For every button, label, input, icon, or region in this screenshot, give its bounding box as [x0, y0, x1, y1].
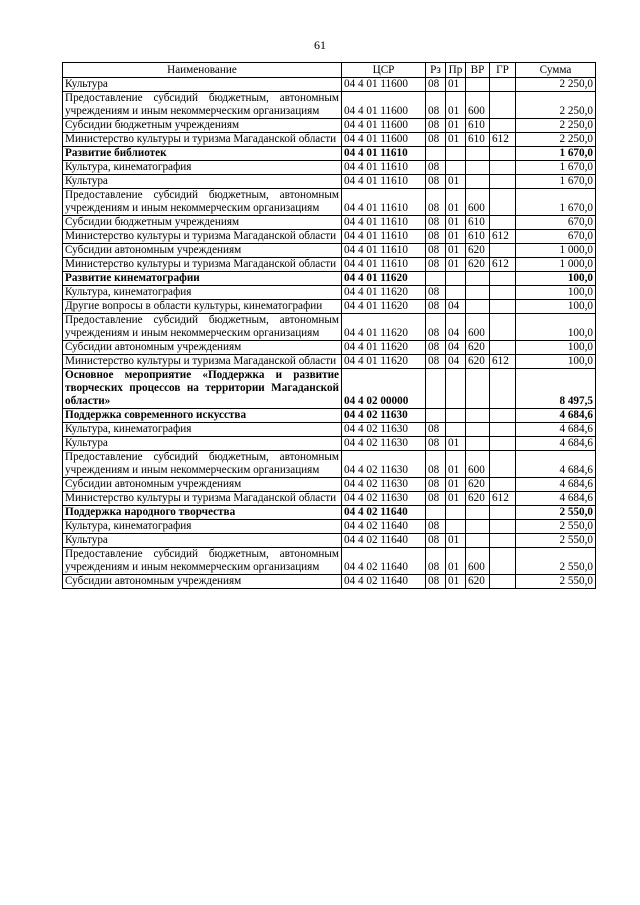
cell-gr	[490, 286, 516, 300]
cell-name: Поддержка народного творчества	[63, 506, 342, 520]
cell-pr: 01	[446, 78, 466, 92]
table-row	[63, 258, 596, 272]
table-row	[63, 244, 596, 258]
table-row	[63, 437, 596, 451]
cell-vr	[466, 300, 490, 314]
cell-rz: 08	[426, 175, 446, 189]
cell-pr: 01	[446, 437, 466, 451]
cell-pr: 01	[446, 478, 466, 492]
cell-csr: 04 4 01 11620	[342, 341, 426, 355]
cell-csr: 04 4 02 11630	[342, 423, 426, 437]
cell-csr: 04 4 02 11630	[342, 478, 426, 492]
table-row	[63, 548, 596, 575]
cell-pr: 01	[446, 175, 466, 189]
cell-gr	[490, 369, 516, 409]
cell-rz	[426, 409, 446, 423]
cell-pr: 01	[446, 451, 466, 478]
cell-name: Субсидии автономным учреждениям	[63, 244, 342, 258]
cell-csr: 04 4 01 11610	[342, 147, 426, 161]
cell-rz: 08	[426, 314, 446, 341]
cell-gr	[490, 409, 516, 423]
cell-csr: 04 4 02 11630	[342, 437, 426, 451]
cell-name: Субсидии автономным учреждениям	[63, 478, 342, 492]
cell-vr: 620	[466, 575, 490, 589]
cell-gr: 612	[490, 492, 516, 506]
cell-rz: 08	[426, 534, 446, 548]
cell-csr: 04 4 01 11610	[342, 230, 426, 244]
table-row	[63, 175, 596, 189]
cell-name: Развитие библиотек	[63, 147, 342, 161]
cell-pr: 01	[446, 230, 466, 244]
cell-gr	[490, 314, 516, 341]
cell-sum: 100,0	[516, 355, 596, 369]
cell-csr: 04 4 01 11600	[342, 119, 426, 133]
cell-pr: 04	[446, 341, 466, 355]
table-row	[63, 189, 596, 216]
cell-sum: 100,0	[516, 300, 596, 314]
cell-sum: 4 684,6	[516, 451, 596, 478]
page-number: 61	[314, 38, 326, 52]
cell-csr: 04 4 01 11620	[342, 286, 426, 300]
cell-name: Субсидии бюджетным учреждениям	[63, 216, 342, 230]
cell-pr: 01	[446, 258, 466, 272]
cell-sum: 2 550,0	[516, 506, 596, 520]
cell-name: Основное мероприятие «Поддержка и развитие творческих процессов на территории Магаданской области»	[63, 369, 342, 409]
cell-gr	[490, 478, 516, 492]
table-row	[63, 369, 596, 409]
header-pr: Пр	[446, 63, 466, 78]
cell-csr: 04 4 02 11640	[342, 520, 426, 534]
cell-rz: 08	[426, 341, 446, 355]
cell-csr: 04 4 02 00000	[342, 369, 426, 409]
cell-vr	[466, 78, 490, 92]
cell-gr: 612	[490, 230, 516, 244]
cell-rz: 08	[426, 189, 446, 216]
cell-sum: 100,0	[516, 341, 596, 355]
cell-rz: 08	[426, 300, 446, 314]
cell-gr	[490, 506, 516, 520]
cell-sum: 8 497,5	[516, 369, 596, 409]
cell-rz: 08	[426, 244, 446, 258]
table-row	[63, 355, 596, 369]
cell-csr: 04 4 01 11620	[342, 272, 426, 286]
cell-vr	[466, 520, 490, 534]
cell-pr: 01	[446, 534, 466, 548]
cell-rz: 08	[426, 548, 446, 575]
table-row	[63, 575, 596, 589]
cell-csr: 04 4 02 11640	[342, 506, 426, 520]
cell-pr: 01	[446, 575, 466, 589]
table-row	[63, 286, 596, 300]
cell-vr: 600	[466, 314, 490, 341]
cell-rz: 08	[426, 478, 446, 492]
cell-sum: 4 684,6	[516, 423, 596, 437]
table-row	[63, 78, 596, 92]
table-row	[63, 272, 596, 286]
cell-csr: 04 4 01 11610	[342, 244, 426, 258]
cell-vr: 620	[466, 341, 490, 355]
cell-vr	[466, 369, 490, 409]
cell-rz	[426, 506, 446, 520]
cell-gr: 612	[490, 355, 516, 369]
cell-vr	[466, 161, 490, 175]
cell-pr: 04	[446, 300, 466, 314]
cell-name: Поддержка современного искусства	[63, 409, 342, 423]
cell-sum: 1 670,0	[516, 175, 596, 189]
table-row	[63, 216, 596, 230]
cell-csr: 04 4 01 11600	[342, 78, 426, 92]
cell-csr: 04 4 01 11610	[342, 258, 426, 272]
cell-name: Предоставление субсидий бюджетным, автономным учреждениям и иным некоммерческим организациям	[63, 314, 342, 341]
header-csr: ЦСР	[342, 63, 426, 78]
cell-pr: 04	[446, 314, 466, 341]
cell-sum: 2 250,0	[516, 133, 596, 147]
table-row	[63, 534, 596, 548]
cell-gr	[490, 534, 516, 548]
table-row	[63, 147, 596, 161]
cell-vr: 620	[466, 492, 490, 506]
cell-pr	[446, 161, 466, 175]
cell-pr	[446, 147, 466, 161]
header-name: Наименование	[63, 63, 342, 78]
cell-gr	[490, 437, 516, 451]
cell-pr: 01	[446, 133, 466, 147]
cell-vr: 600	[466, 189, 490, 216]
cell-name: Культура, кинематография	[63, 520, 342, 534]
cell-csr: 04 4 01 11610	[342, 189, 426, 216]
cell-pr	[446, 520, 466, 534]
cell-sum: 100,0	[516, 272, 596, 286]
cell-rz: 08	[426, 119, 446, 133]
cell-rz: 08	[426, 423, 446, 437]
table-row	[63, 423, 596, 437]
table-row	[63, 230, 596, 244]
table-row	[63, 119, 596, 133]
cell-name: Министерство культуры и туризма Магаданской области	[63, 230, 342, 244]
cell-sum: 4 684,6	[516, 437, 596, 451]
cell-sum: 4 684,6	[516, 409, 596, 423]
cell-sum: 4 684,6	[516, 478, 596, 492]
cell-sum: 2 550,0	[516, 548, 596, 575]
cell-vr	[466, 437, 490, 451]
cell-pr: 04	[446, 355, 466, 369]
cell-pr: 01	[446, 216, 466, 230]
cell-name: Развитие кинематографии	[63, 272, 342, 286]
cell-sum: 2 250,0	[516, 78, 596, 92]
cell-gr	[490, 548, 516, 575]
table-row	[63, 520, 596, 534]
cell-vr: 600	[466, 92, 490, 119]
cell-rz: 08	[426, 133, 446, 147]
cell-name: Культура, кинематография	[63, 286, 342, 300]
cell-vr: 600	[466, 451, 490, 478]
cell-name: Другие вопросы в области культуры, кинематографии	[63, 300, 342, 314]
cell-vr: 610	[466, 230, 490, 244]
cell-csr: 04 4 01 11620	[342, 300, 426, 314]
cell-name: Культура	[63, 534, 342, 548]
table-row	[63, 478, 596, 492]
cell-sum: 1 670,0	[516, 161, 596, 175]
cell-pr	[446, 423, 466, 437]
cell-vr: 610	[466, 216, 490, 230]
cell-name: Культура, кинематография	[63, 423, 342, 437]
cell-sum: 1 670,0	[516, 189, 596, 216]
cell-name: Субсидии бюджетным учреждениям	[63, 119, 342, 133]
cell-name: Предоставление субсидий бюджетным, автономным учреждениям и иным некоммерческим организациям	[63, 189, 342, 216]
cell-name: Субсидии автономным учреждениям	[63, 575, 342, 589]
cell-sum: 670,0	[516, 216, 596, 230]
table-row	[63, 300, 596, 314]
header-rz: Рз	[426, 63, 446, 78]
cell-csr: 04 4 01 11620	[342, 314, 426, 341]
cell-pr	[446, 286, 466, 300]
cell-vr: 620	[466, 258, 490, 272]
cell-csr: 04 4 01 11610	[342, 175, 426, 189]
cell-sum: 1 000,0	[516, 244, 596, 258]
cell-rz: 08	[426, 230, 446, 244]
cell-sum: 2 550,0	[516, 520, 596, 534]
cell-vr	[466, 506, 490, 520]
cell-gr	[490, 175, 516, 189]
cell-gr	[490, 216, 516, 230]
cell-gr	[490, 244, 516, 258]
cell-gr	[490, 161, 516, 175]
cell-sum: 670,0	[516, 230, 596, 244]
cell-vr	[466, 175, 490, 189]
cell-csr: 04 4 01 11610	[342, 216, 426, 230]
cell-name: Министерство культуры и туризма Магаданской области	[63, 355, 342, 369]
cell-name: Культура	[63, 78, 342, 92]
table-row	[63, 314, 596, 341]
cell-pr	[446, 409, 466, 423]
table-row	[63, 492, 596, 506]
cell-name: Министерство культуры и туризма Магаданской области	[63, 133, 342, 147]
cell-name: Предоставление субсидий бюджетным, автономным учреждениям и иным некоммерческим организациям	[63, 92, 342, 119]
cell-vr	[466, 423, 490, 437]
cell-vr	[466, 409, 490, 423]
cell-vr: 620	[466, 355, 490, 369]
cell-gr	[490, 451, 516, 478]
cell-csr: 04 4 01 11610	[342, 161, 426, 175]
cell-gr	[490, 189, 516, 216]
cell-name: Культура	[63, 175, 342, 189]
table-row	[63, 341, 596, 355]
cell-name: Министерство культуры и туризма Магаданской области	[63, 492, 342, 506]
cell-rz: 08	[426, 575, 446, 589]
cell-pr	[446, 369, 466, 409]
cell-csr: 04 4 02 11640	[342, 534, 426, 548]
cell-sum: 100,0	[516, 286, 596, 300]
cell-vr	[466, 147, 490, 161]
cell-pr: 01	[446, 189, 466, 216]
cell-vr: 610	[466, 133, 490, 147]
cell-gr: 612	[490, 133, 516, 147]
table-row	[63, 92, 596, 119]
cell-rz: 08	[426, 92, 446, 119]
cell-gr	[490, 520, 516, 534]
cell-gr	[490, 147, 516, 161]
cell-vr: 620	[466, 244, 490, 258]
table-row	[63, 133, 596, 147]
cell-vr: 600	[466, 548, 490, 575]
cell-csr: 04 4 02 11630	[342, 492, 426, 506]
cell-pr: 01	[446, 119, 466, 133]
cell-name: Культура	[63, 437, 342, 451]
cell-name: Предоставление субсидий бюджетным, автономным учреждениям и иным некоммерческим организациям	[63, 451, 342, 478]
cell-sum: 2 250,0	[516, 92, 596, 119]
cell-rz: 08	[426, 520, 446, 534]
cell-name: Субсидии автономным учреждениям	[63, 341, 342, 355]
cell-csr: 04 4 02 11630	[342, 451, 426, 478]
cell-csr: 04 4 01 11600	[342, 92, 426, 119]
cell-pr	[446, 272, 466, 286]
cell-sum: 2 250,0	[516, 119, 596, 133]
cell-rz	[426, 147, 446, 161]
table-row	[63, 506, 596, 520]
cell-pr	[446, 506, 466, 520]
cell-vr	[466, 534, 490, 548]
cell-pr: 01	[446, 244, 466, 258]
cell-gr	[490, 92, 516, 119]
header-sum: Сумма	[516, 63, 596, 78]
cell-gr	[490, 272, 516, 286]
cell-pr: 01	[446, 492, 466, 506]
cell-rz: 08	[426, 451, 446, 478]
cell-rz: 08	[426, 492, 446, 506]
table-row	[63, 161, 596, 175]
cell-sum: 1 670,0	[516, 147, 596, 161]
cell-rz: 08	[426, 216, 446, 230]
cell-gr	[490, 341, 516, 355]
cell-vr: 620	[466, 478, 490, 492]
cell-name: Предоставление субсидий бюджетным, автономным учреждениям и иным некоммерческим организациям	[63, 548, 342, 575]
cell-rz: 08	[426, 355, 446, 369]
cell-sum: 2 550,0	[516, 534, 596, 548]
cell-rz: 08	[426, 161, 446, 175]
cell-sum: 1 000,0	[516, 258, 596, 272]
cell-rz: 08	[426, 437, 446, 451]
cell-gr	[490, 423, 516, 437]
table-row	[63, 409, 596, 423]
table-header-row	[63, 63, 596, 78]
cell-csr: 04 4 02 11640	[342, 548, 426, 575]
cell-gr	[490, 300, 516, 314]
cell-gr	[490, 575, 516, 589]
cell-csr: 04 4 01 11600	[342, 133, 426, 147]
cell-pr: 01	[446, 548, 466, 575]
header-vr: ВР	[466, 63, 490, 78]
cell-vr	[466, 286, 490, 300]
table-row	[63, 451, 596, 478]
cell-rz: 08	[426, 286, 446, 300]
cell-csr: 04 4 01 11620	[342, 355, 426, 369]
cell-rz	[426, 369, 446, 409]
cell-csr: 04 4 02 11640	[342, 575, 426, 589]
header-gr: ГР	[490, 63, 516, 78]
cell-rz: 08	[426, 78, 446, 92]
cell-vr	[466, 272, 490, 286]
cell-gr	[490, 78, 516, 92]
cell-pr: 01	[446, 92, 466, 119]
cell-gr: 612	[490, 258, 516, 272]
budget-table	[62, 62, 596, 589]
cell-rz: 08	[426, 258, 446, 272]
cell-gr	[490, 119, 516, 133]
cell-name: Культура, кинематография	[63, 161, 342, 175]
cell-name: Министерство культуры и туризма Магаданской области	[63, 258, 342, 272]
cell-vr: 610	[466, 119, 490, 133]
cell-sum: 4 684,6	[516, 492, 596, 506]
cell-csr: 04 4 02 11630	[342, 409, 426, 423]
cell-sum: 2 550,0	[516, 575, 596, 589]
cell-sum: 100,0	[516, 314, 596, 341]
cell-rz	[426, 272, 446, 286]
